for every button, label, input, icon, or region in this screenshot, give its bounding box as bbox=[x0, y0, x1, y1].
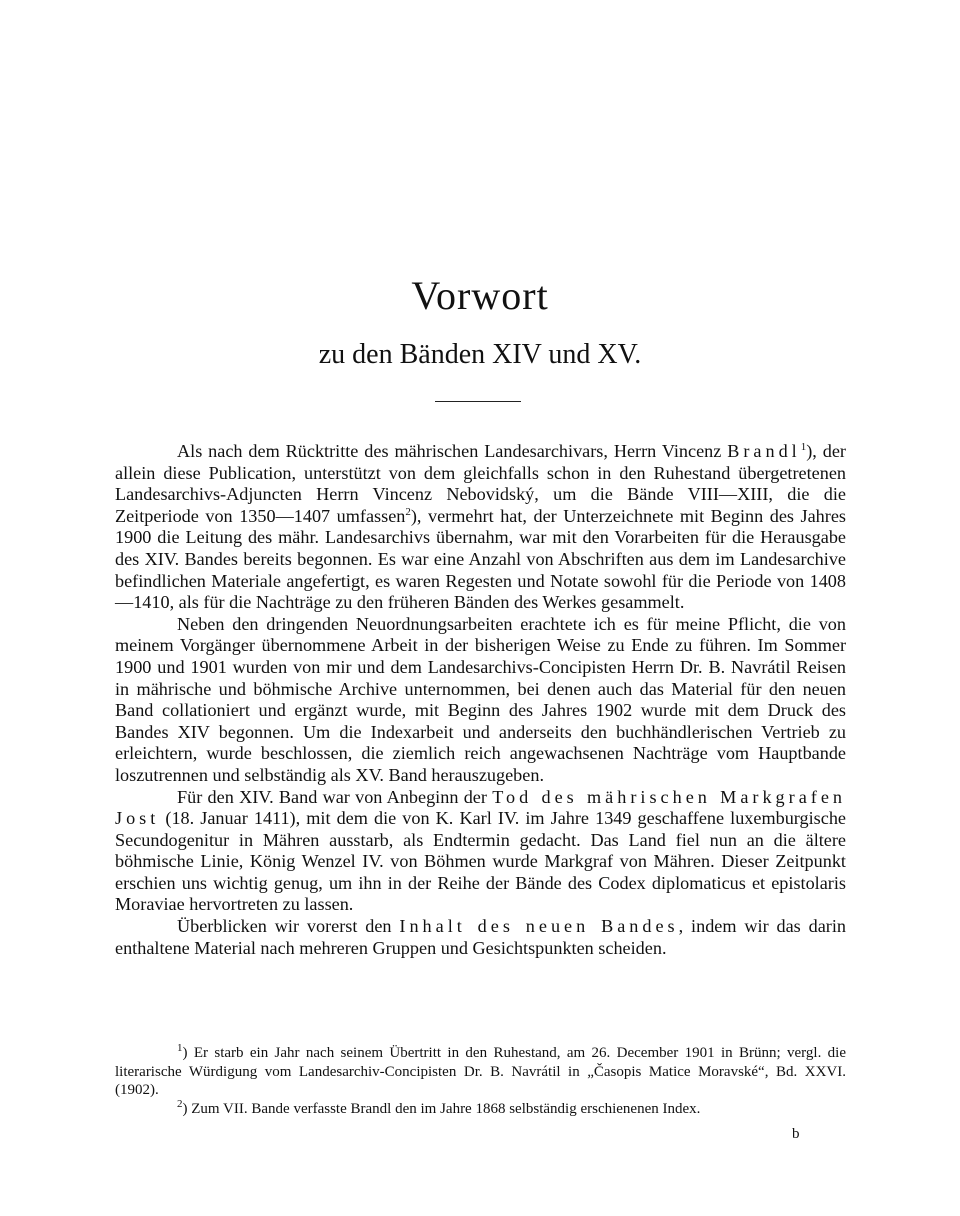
paragraph bbox=[115, 441, 846, 614]
text-run: Überblicken wir vorerst den bbox=[177, 916, 400, 937]
footnote bbox=[115, 1097, 846, 1119]
text-run: ), der allein diese Publication, unterstützt von dem gleichfalls schon in den Ruhestand übergetretenen Landesarchivs-Adjuncten Herrn Vincenz Nebovidský, um die Bände VIII—XIII, die die Zeitperiode von 1350—1407 umfassen bbox=[115, 441, 846, 526]
page-title: Vorwort bbox=[411, 273, 549, 318]
footnote-ref: 1 bbox=[177, 1042, 183, 1054]
paragraph bbox=[115, 787, 846, 917]
paragraph bbox=[115, 614, 846, 787]
text-run: Für den XIV. Band war von Anbeginn der bbox=[177, 786, 493, 807]
signature-mark: b bbox=[792, 1126, 800, 1142]
paragraph bbox=[115, 916, 846, 959]
preface-body bbox=[115, 441, 846, 959]
footnote-ref: 1 bbox=[800, 440, 807, 453]
page-subtitle: zu den Bänden XIV und XV. bbox=[318, 339, 642, 370]
text-run: Neben den dringenden Neuordnungsarbeiten erachtete ich es für meine Pflicht, die von meinem Vorgänger übernommene Arbeit in der bisherigen Weise zu Ende zu führen. Im Sommer 1900 und 1901 wurden von mir und dem Landesarchivs-Concipisten Herrn Dr. B. Navrátil Reisen in mährische und böhmische Archive unternommen, bei denen auch das Material für den neuen Band collationiert und ergänzt wurde, mit Beginn des Jahres 1902 wurde mit dem Druck des Bandes XIV begonnen. Um die Indexarbeit und anderseits den buchhändlerischen Vertrieb zu erleichtern, wurde beschlossen, die ziemlich reich angewachsenen Nachträge vom Hauptbande loszutrennen und selbständig als XV. Band herauszugeben. bbox=[115, 613, 846, 785]
footnotes bbox=[115, 1044, 846, 1118]
footnote-ref: 2 bbox=[177, 1097, 183, 1110]
text-run: ) Zum VII. Bande verfasste Brandl den im Jahre 1868 selbständig erschienenen Index. bbox=[182, 1100, 701, 1117]
footnote bbox=[115, 1044, 846, 1100]
text-run: ), vermehrt hat, der Unterzeichnete mit Beginn des Jahres 1900 die Leitung des mähr. Landesarchivs übernahm, war mit den Vorarbeiten für die Herausgabe des XIV. Bandes bereits begonnen. Es war eine Anzahl von Abschriften aus dem im Landesarchive befindlichen Materiale angefertigt, es waren Regesten und Notate sowohl für die Periode von 1408—1410, als für die Nachträge zu den früheren Bänden des Werkes gesammelt. bbox=[115, 505, 846, 613]
footnote-ref: 2 bbox=[405, 505, 411, 518]
text-run: (18. Januar 1411), mit dem die von K. Karl IV. im Jahre 1349 geschaffene luxemburgische Secundogenitur in Mähren ausstarb, als Endtermin gedacht. Das Land fiel nun an die ältere böhmische Linie, König Wenzel IV. von Böhmen wurde Markgraf von Mähren. Dieser Zeitpunkt erschien uns wichtig genug, um ihn in der Reihe der Bände des Codex diplomaticus et epistolaris Moraviae hervortreten zu lassen. bbox=[115, 808, 846, 915]
title-divider bbox=[435, 401, 521, 402]
text-run: Als nach dem Rücktritte des mährischen Landesarchivars, Herrn Vincenz bbox=[177, 441, 728, 461]
emphasized-text: Inhalt des neuen Bandes bbox=[399, 916, 679, 937]
emphasized-text: Brandl bbox=[727, 441, 801, 461]
text-run: , indem wir das darin enthaltene Material nach mehreren Gruppen und Gesichtspunkten scheiden. bbox=[115, 916, 846, 958]
text-run: ) Er starb ein Jahr nach seinem Übertritt in den Ruhestand, am 26. December 1901 in Brünn; vergl. die literarische Würdigung vom Landesarchiv-Concipisten Dr. B. Navrátil in „Časopis Matice Moravské“, Bd. XXVI. (1902). bbox=[115, 1045, 846, 1098]
emphasized-text: Tod des mährischen Markgrafen Jost bbox=[115, 786, 846, 829]
